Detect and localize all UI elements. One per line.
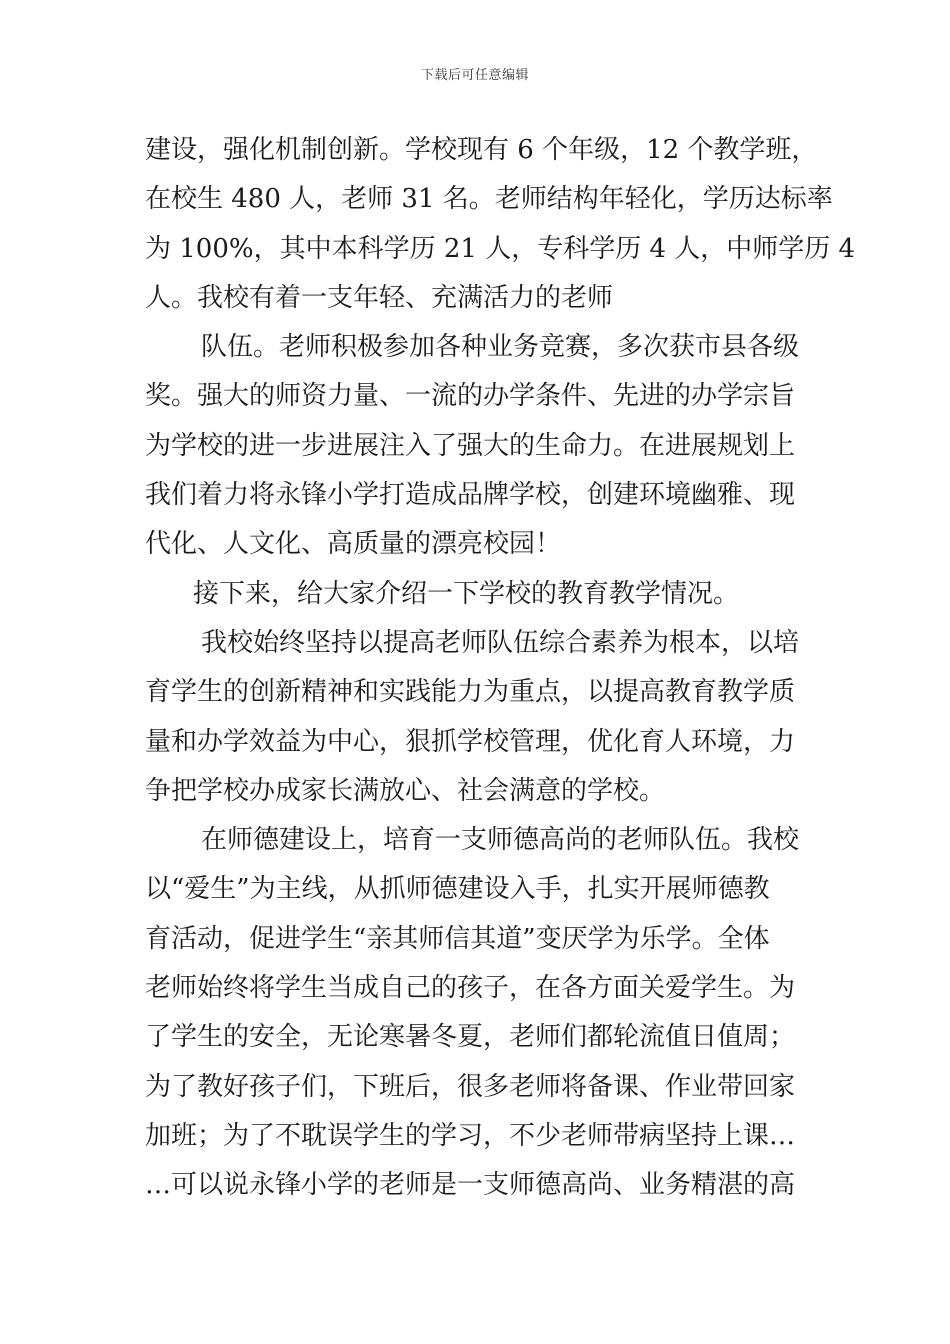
text-line: 加班；为了不耽误学生的学习，不少老师带病坚持上课…	[145, 1120, 796, 1151]
text-line: 代化、人文化、高质量的漂亮校园！	[145, 529, 562, 560]
text-line: 争把学校办成家长满放心、社会满意的学校。	[145, 775, 666, 806]
text-line: 建设，强化机制创新。学校现有 6 个年级，12 个教学班，	[145, 135, 818, 165]
text-line: 老师始终将学生当成自己的孩子，在各方面关爱学生。为	[145, 973, 796, 1004]
text-line: 为 100%，其中本科学历 21 人，专科学历 4 人，中师学历 4	[145, 233, 856, 264]
text-line: 以“爱生”为主线，从抓师德建设入手，扎实开展师德教	[145, 874, 770, 905]
text-line: 量和办学效益为中心，狠抓学校管理，优化育人环境，力	[145, 726, 796, 757]
text-line: 育活动，促进学生“亲其师信其道”变厌学为乐学。全体	[145, 923, 770, 954]
text-line: 奖。强大的师资力量、一流的办学条件、先进的办学宗旨	[145, 381, 796, 412]
paragraph-start-line: 在师德建设上，培育一支师德高尚的老师队伍。我校	[201, 825, 800, 856]
paragraph-start-line: 我校始终坚持以提高老师队伍综合素养为根本，以培	[201, 627, 800, 658]
text-line: 为了教好孩子们，下班后，很多老师将备课、作业带回家	[145, 1071, 796, 1102]
text-line: 人。我校有着一支年轻、充满活力的老师	[145, 282, 614, 313]
text-line: …可以说永锋小学的老师是一支师德高尚、业务精湛的高	[145, 1170, 796, 1201]
page-header: 下载后可任意编辑	[420, 68, 529, 83]
document-body	[145, 126, 856, 1211]
paragraph-start-line: 队伍。老师积极参加各种业务竞赛，多次获市县各级	[201, 332, 800, 363]
text-line: 我们着力将永锋小学打造成品牌学校，创建环境幽雅、现	[145, 480, 796, 511]
paragraph-start-line: 接下来，给大家介绍一下学校的教育教学情况。	[193, 578, 740, 609]
text-line: 育学生的创新精神和实践能力为重点，以提高教育教学质	[145, 677, 796, 708]
text-line: 为学校的进一步进展注入了强大的生命力。在进展规划上	[145, 430, 796, 461]
text-line: 了学生的安全，无论寒暑冬夏，老师们都轮流值日值周；	[145, 1022, 796, 1053]
text-line: 在校生 480 人，老师 31 名。老师结构年轻化，学历达标率	[145, 184, 833, 215]
